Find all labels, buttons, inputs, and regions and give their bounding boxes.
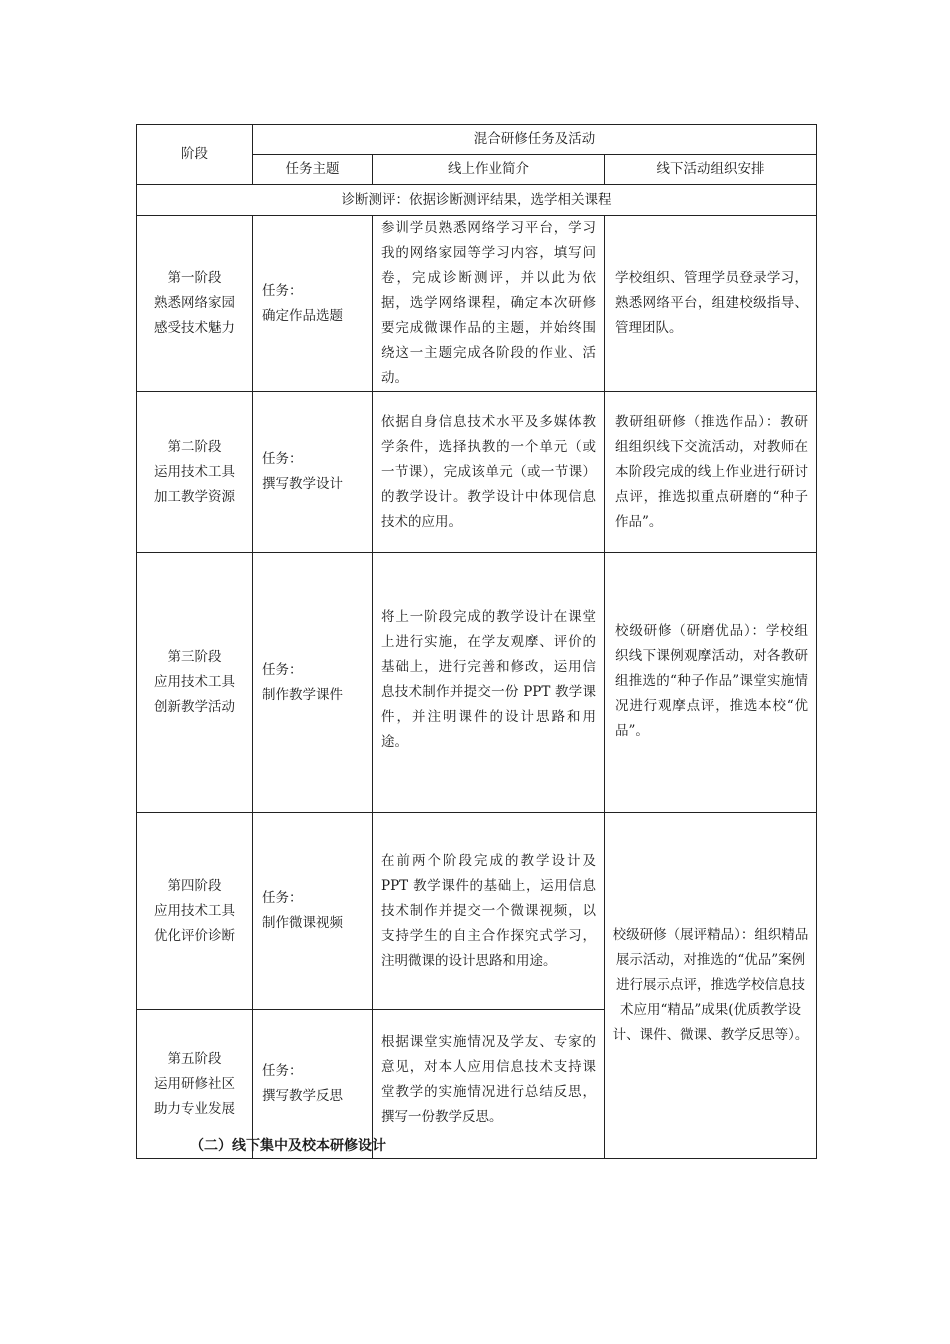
header-online: 线上作业简介 — [373, 155, 605, 185]
task-cell — [253, 813, 373, 1010]
stage-title: 应用技术工具 — [154, 674, 235, 690]
task-name: 确定作品选题 — [262, 307, 343, 324]
stage-number: 第四阶段 — [167, 877, 222, 894]
table-row — [137, 813, 817, 1010]
stage-number: 第一阶段 — [167, 270, 222, 286]
stage-subtitle: 感受技术魅力 — [154, 320, 235, 336]
stage-subtitle: 优化评价诊断 — [154, 927, 235, 944]
stage-cell — [137, 392, 253, 553]
task-cell — [253, 553, 373, 813]
stage-subtitle: 助力专业发展 — [154, 1100, 235, 1117]
task-label: 任务： — [262, 890, 303, 906]
online-cell: 根据课堂实施情况及学友、专家的意见，对本人应用信息技术支持课堂教学的实施情况进行总结反思，撰写一份教学反思。 — [373, 1010, 605, 1159]
task-label: 任务： — [262, 282, 303, 299]
stage-title: 应用技术工具 — [154, 902, 235, 919]
task-label: 任务： — [262, 661, 303, 678]
table-row — [137, 216, 817, 392]
online-cell: 将上一阶段完成的教学设计在课堂上进行实施，在学友观摩、评价的基础上，进行完善和修改，运用信息技术制作并提交一份 PPT 教学课件，并注明课件的设计思路和用途。 — [373, 553, 605, 813]
task-name: 撰写教学反思 — [262, 1088, 343, 1104]
task-name: 制作教学课件 — [262, 686, 343, 703]
header-offline: 线下活动组织安排 — [605, 155, 817, 185]
stage-title: 运用技术工具 — [154, 463, 235, 480]
header-stage: 阶段 — [137, 125, 253, 185]
stage-title: 熟悉网络家园 — [154, 295, 235, 311]
stage-subtitle: 创新教学活动 — [154, 699, 235, 715]
task-name: 制作微课视频 — [262, 915, 343, 931]
header-group: 混合研修任务及活动 — [253, 125, 817, 155]
task-label: 任务： — [262, 1063, 303, 1079]
online-cell: 在前两个阶段完成的教学设计及 PPT 教学课件的基础上，运用信息技术制作并提交一个微课视频，以支持学生的自主合作探究式学习，注明微课的设计思路和用途。 — [373, 813, 605, 1010]
merged-offline-cell: 校级研修（展评精品）：组织精品展示活动，对推选的“优品”案例进行展示点评，推选学校信息技术应用“精品”成果(优质教学设计、课件、微课、教学反思等）。 — [605, 813, 817, 1159]
diagnostic-row: 诊断测评：依据诊断测评结果，选学相关课程 — [137, 185, 817, 216]
online-cell: 参训学员熟悉网络学习平台，学习我的网络家园等学习内容，填写问卷，完成诊断测评，并以此为依据，选学网络课程，确定本次研修要完成微课作品的主题，并始终围绕这一主题完成各阶段的作业、活动。 — [373, 216, 605, 392]
stage-number: 第五阶段 — [167, 1050, 222, 1067]
stage-number: 第三阶段 — [167, 649, 222, 665]
offline-cell: 校级研修（研磨优品）：学校组织线下课例观摩活动，对各教研组推选的“种子作品”课堂实施情况进行观摩点评，推选本校“优品”。 — [605, 553, 817, 813]
offline-cell: 教研组研修（推选作品）：教研组组织线下交流活动，对教师在本阶段完成的线上作业进行研讨点评，推选拟重点研磨的“种子作品”。 — [605, 392, 817, 553]
stage-title: 运用研修社区 — [154, 1075, 235, 1092]
task-cell — [253, 216, 373, 392]
task-cell — [253, 392, 373, 553]
header-task-theme: 任务主题 — [253, 155, 373, 185]
stage-cell — [137, 553, 253, 813]
stage-cell — [137, 216, 253, 392]
online-cell: 依据自身信息技术水平及多媒体教学条件，选择执教的一个单元（或一节课），完成该单元（或一节课）的教学设计。教学设计中体现信息技术的应用。 — [373, 392, 605, 553]
stage-subtitle: 加工教学资源 — [154, 488, 235, 505]
offline-cell: 学校组织、管理学员登录学习，熟悉网络平台，组建校级指导、管理团队。 — [605, 216, 817, 392]
task-name: 撰写教学设计 — [262, 476, 343, 492]
table-row — [137, 553, 817, 813]
task-label: 任务： — [262, 451, 303, 467]
section-caption: （二）线下集中及校本研修设计 — [190, 1138, 386, 1154]
hybrid-training-table — [136, 124, 817, 1159]
stage-cell — [137, 813, 253, 1010]
table-row — [137, 392, 817, 553]
stage-number: 第二阶段 — [167, 438, 222, 455]
